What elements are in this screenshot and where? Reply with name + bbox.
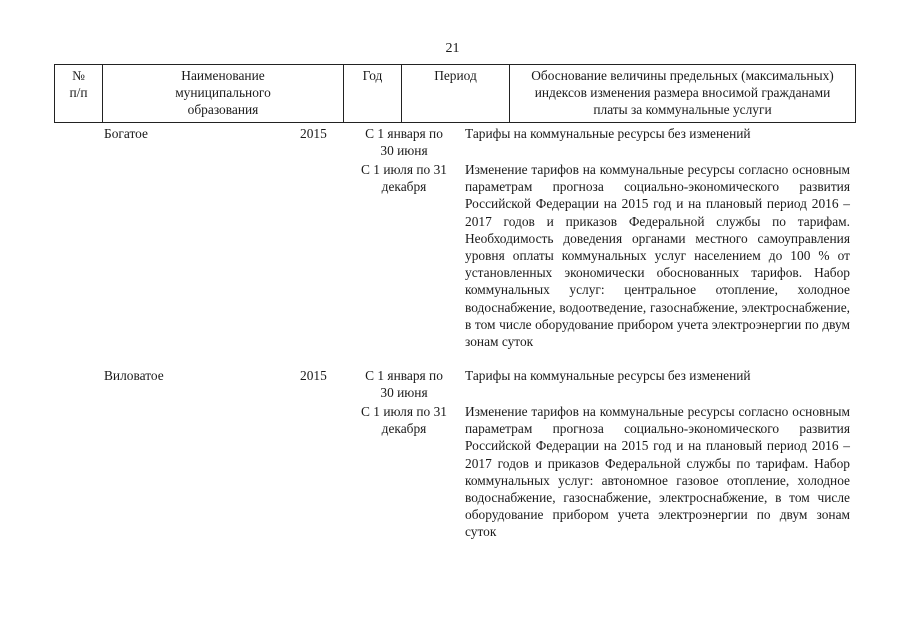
header-num: № п/п bbox=[69, 68, 88, 100]
row-2-year: 2015 bbox=[300, 368, 327, 383]
row-1-name: Богатое bbox=[104, 126, 148, 141]
row-1-period-1: С 1 января по 30 июня bbox=[365, 126, 443, 159]
row-2-name: Виловатое bbox=[104, 368, 164, 383]
header-name: Наименование муниципального образования bbox=[102, 65, 343, 122]
row-2-period-1: С 1 января по 30 июня bbox=[365, 368, 443, 401]
table-header bbox=[54, 64, 856, 123]
row-2-reason-1 bbox=[465, 367, 850, 384]
row-2-period-2: С 1 июля по 31 декабря bbox=[361, 404, 447, 437]
row-2-reason-2 bbox=[465, 403, 850, 541]
row-1-year: 2015 bbox=[300, 126, 327, 141]
page-number: 21 bbox=[445, 41, 460, 56]
row-2-reason-1-text: Тарифы на коммунальные ресурсы без изменений bbox=[465, 368, 751, 383]
row-2-reason-2-text: Изменение тарифов на коммунальные ресурсы согласно основным параметрам прогноза социально-экономического развития Российской Федерации на 2015 год и на плановый период 2016 – 2017 годов и приказов Федеральной службы по тарифам. Набор коммунальных услуг: автономное газовое отопление, холодное водоснабжение, газоснабжение, электроснабжение, в том числе оборудование прибором учета электроэнергии по двум зонам суток bbox=[465, 404, 850, 540]
row-1-period-2: С 1 июля по 31 декабря bbox=[361, 162, 447, 195]
row-1-reason-2 bbox=[465, 161, 850, 350]
header-period: Период bbox=[401, 65, 509, 122]
header-reason: Обоснование величины предельных (максимальных) индексов изменения размера вносимой гражданами платы за коммунальные услуги bbox=[509, 65, 855, 122]
row-1-reason-1 bbox=[465, 125, 850, 142]
row-1-reason-2-text: Изменение тарифов на коммунальные ресурсы согласно основным параметрам прогноза социально-экономического развития Российской Федерации на 2015 год и на плановый период 2016 – 2017 годов и приказов Федеральной службы по тарифам. Необходимость доведения органами местного самоуправления уровня оплаты коммунальных услуг населением до 100 % от установленных экономически обоснованных тарифов. Набор коммунальных услуг: центральное отопление, холодное водоснабжение, водоотведение, газоснабжение, электроснабжение, в том числе оборудование прибором учета электроэнергии по двум зонам суток bbox=[465, 162, 850, 350]
row-1-reason-1-text: Тарифы на коммунальные ресурсы без изменений bbox=[465, 126, 751, 141]
header-year: Год bbox=[343, 65, 401, 122]
